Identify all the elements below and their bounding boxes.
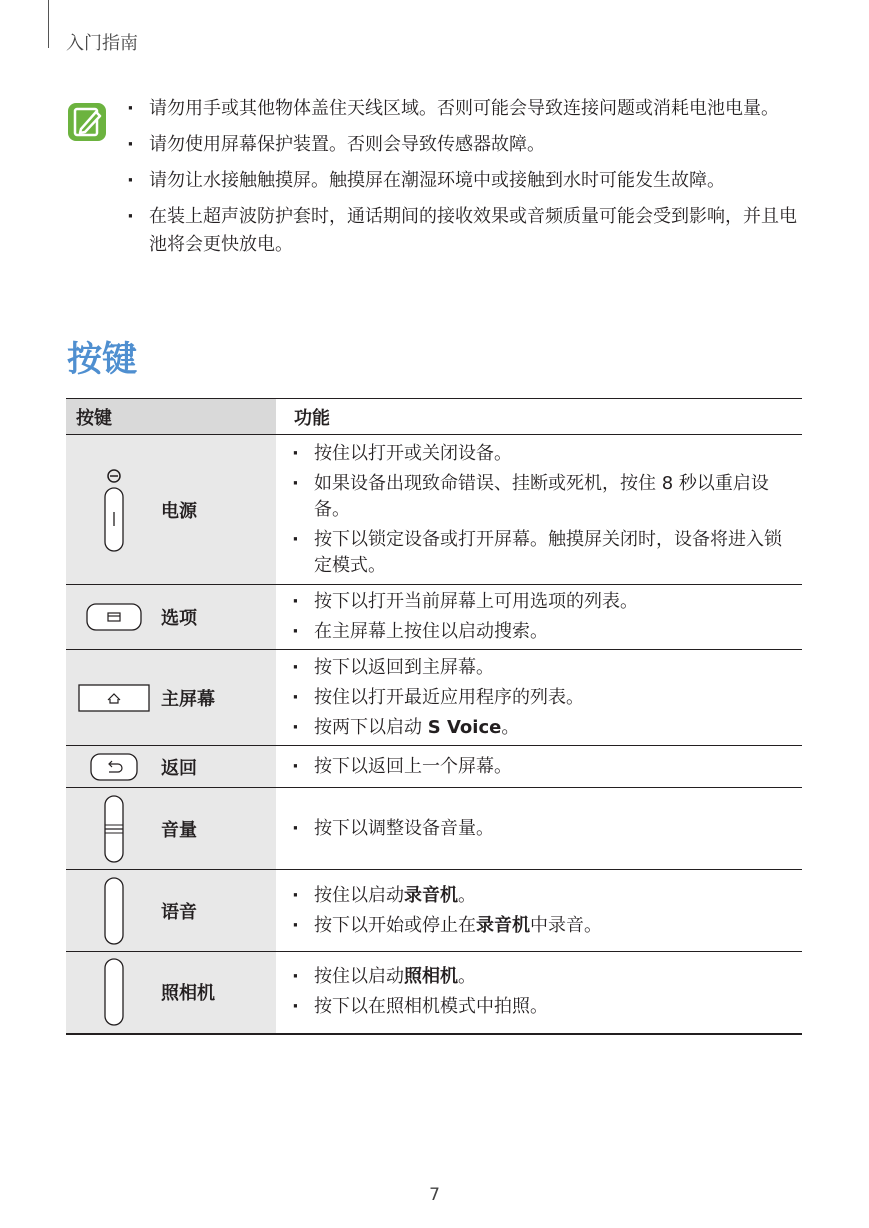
- page-number: 7: [429, 1185, 440, 1205]
- function-text-bold: 照相机: [404, 966, 458, 988]
- key-name: 音量: [161, 819, 197, 841]
- column-header-key: 按键: [66, 399, 276, 435]
- function-item: [276, 964, 788, 990]
- function-cell: [276, 585, 802, 650]
- key-cell: [66, 870, 276, 952]
- home-key-icon: [66, 683, 161, 713]
- function-item: [276, 471, 788, 523]
- key-cell: [66, 746, 276, 788]
- key-cell: [66, 788, 276, 870]
- function-list: [276, 655, 788, 741]
- function-text: 按下以打开当前屏幕上可用选项的列表。: [314, 591, 638, 612]
- function-text: 中录音。: [530, 914, 602, 936]
- key-row: [66, 788, 802, 870]
- key-name: 电源: [161, 500, 197, 522]
- note-item: · 请勿用手或其他物体盖住天线区域。否则可能会导致连接问题或消耗电池电量。: [127, 95, 807, 123]
- function-cell: [276, 435, 802, 585]
- function-text: 按下以返回到主屏幕。: [314, 656, 494, 678]
- function-text: 如果设备出现致命错误、挂断或死机，按住 8 秒以重启设备。: [314, 472, 769, 520]
- function-text: 按下以锁定设备或打开屏幕。触摸屏关闭时，设备将进入锁定模式。: [314, 528, 782, 576]
- key-row: [66, 585, 802, 650]
- function-text: 按下以返回上一个屏幕。: [314, 755, 512, 777]
- function-list: [276, 754, 788, 780]
- power-button-icon: [66, 468, 161, 552]
- section-header: 入门指南: [66, 33, 138, 54]
- key-name: 选项: [161, 608, 197, 629]
- function-item: [276, 754, 788, 780]
- key-row: [66, 952, 802, 1034]
- function-text: 按住以启动: [314, 966, 404, 988]
- note-pencil-icon: [67, 102, 107, 142]
- function-cell: [276, 870, 802, 952]
- notes-list: [127, 95, 807, 267]
- volume-key-icon: [66, 794, 161, 864]
- note-item: · 请勿使用屏幕保护装置。否则会导致传感器故障。: [127, 131, 807, 159]
- function-text-bold: 录音机: [476, 914, 530, 936]
- function-list: [276, 816, 788, 842]
- function-item: [276, 619, 788, 645]
- function-item: [276, 715, 788, 741]
- function-text: 按住以启动: [314, 884, 404, 906]
- key-cell: [66, 585, 276, 650]
- column-header-function: 功能: [276, 399, 802, 435]
- menu-key-icon: [66, 602, 161, 632]
- note-item: · 在装上超声波防护套时，通话期间的接收效果或音频质量可能会受到影响，并且电池将会更快放电。: [127, 203, 807, 259]
- camera-key-icon: [66, 957, 161, 1027]
- key-cell: [66, 435, 276, 585]
- key-row: [66, 746, 802, 788]
- section-title: 按键: [67, 340, 138, 380]
- voice-key-icon: [66, 876, 161, 946]
- function-cell: [276, 746, 802, 788]
- function-item: [276, 994, 788, 1020]
- function-item: [276, 655, 788, 681]
- function-text: 。: [458, 884, 476, 906]
- back-key-icon: [66, 752, 161, 782]
- keys-table: [66, 398, 802, 1035]
- function-cell: [276, 650, 802, 746]
- function-list: [276, 441, 788, 579]
- key-name: 主屏幕: [161, 688, 215, 710]
- function-cell: [276, 952, 802, 1034]
- key-row: [66, 650, 802, 746]
- key-name: 照相机: [161, 983, 215, 1005]
- function-list: [276, 883, 788, 939]
- function-text: 按下以调整设备音量。: [314, 817, 494, 839]
- function-item: [276, 913, 788, 939]
- function-text: 按下以在照相机模式中拍照。: [314, 996, 548, 1018]
- function-text-bold: S Voice: [427, 716, 502, 738]
- function-text: 按下以开始或停止在: [314, 914, 476, 936]
- key-name: 返回: [161, 757, 197, 779]
- key-name: 语音: [161, 901, 197, 923]
- function-text: 按住以打开最近应用程序的列表。: [314, 686, 584, 708]
- function-list: [276, 964, 788, 1020]
- key-row: [66, 870, 802, 952]
- function-text: 按两下以启动: [314, 716, 428, 738]
- function-item: [276, 589, 788, 615]
- function-item: [276, 441, 788, 467]
- function-item: [276, 816, 788, 842]
- key-cell: [66, 952, 276, 1034]
- function-text: 在主屏幕上按住以启动搜索。: [314, 621, 548, 642]
- key-row: [66, 435, 802, 585]
- function-item: [276, 527, 788, 579]
- note-item: · 请勿让水接触触摸屏。触摸屏在潮湿环境中或接触到水时可能发生故障。: [127, 167, 807, 195]
- key-cell: [66, 650, 276, 746]
- function-item: [276, 685, 788, 711]
- header-divider-line: [48, 0, 49, 48]
- function-list: [276, 589, 788, 645]
- function-text: 按住以打开或关闭设备。: [314, 442, 512, 464]
- function-cell: [276, 788, 802, 870]
- function-text: 。: [458, 966, 476, 988]
- function-text: 。: [501, 716, 520, 738]
- function-item: [276, 883, 788, 909]
- function-text-bold: 录音机: [404, 884, 458, 906]
